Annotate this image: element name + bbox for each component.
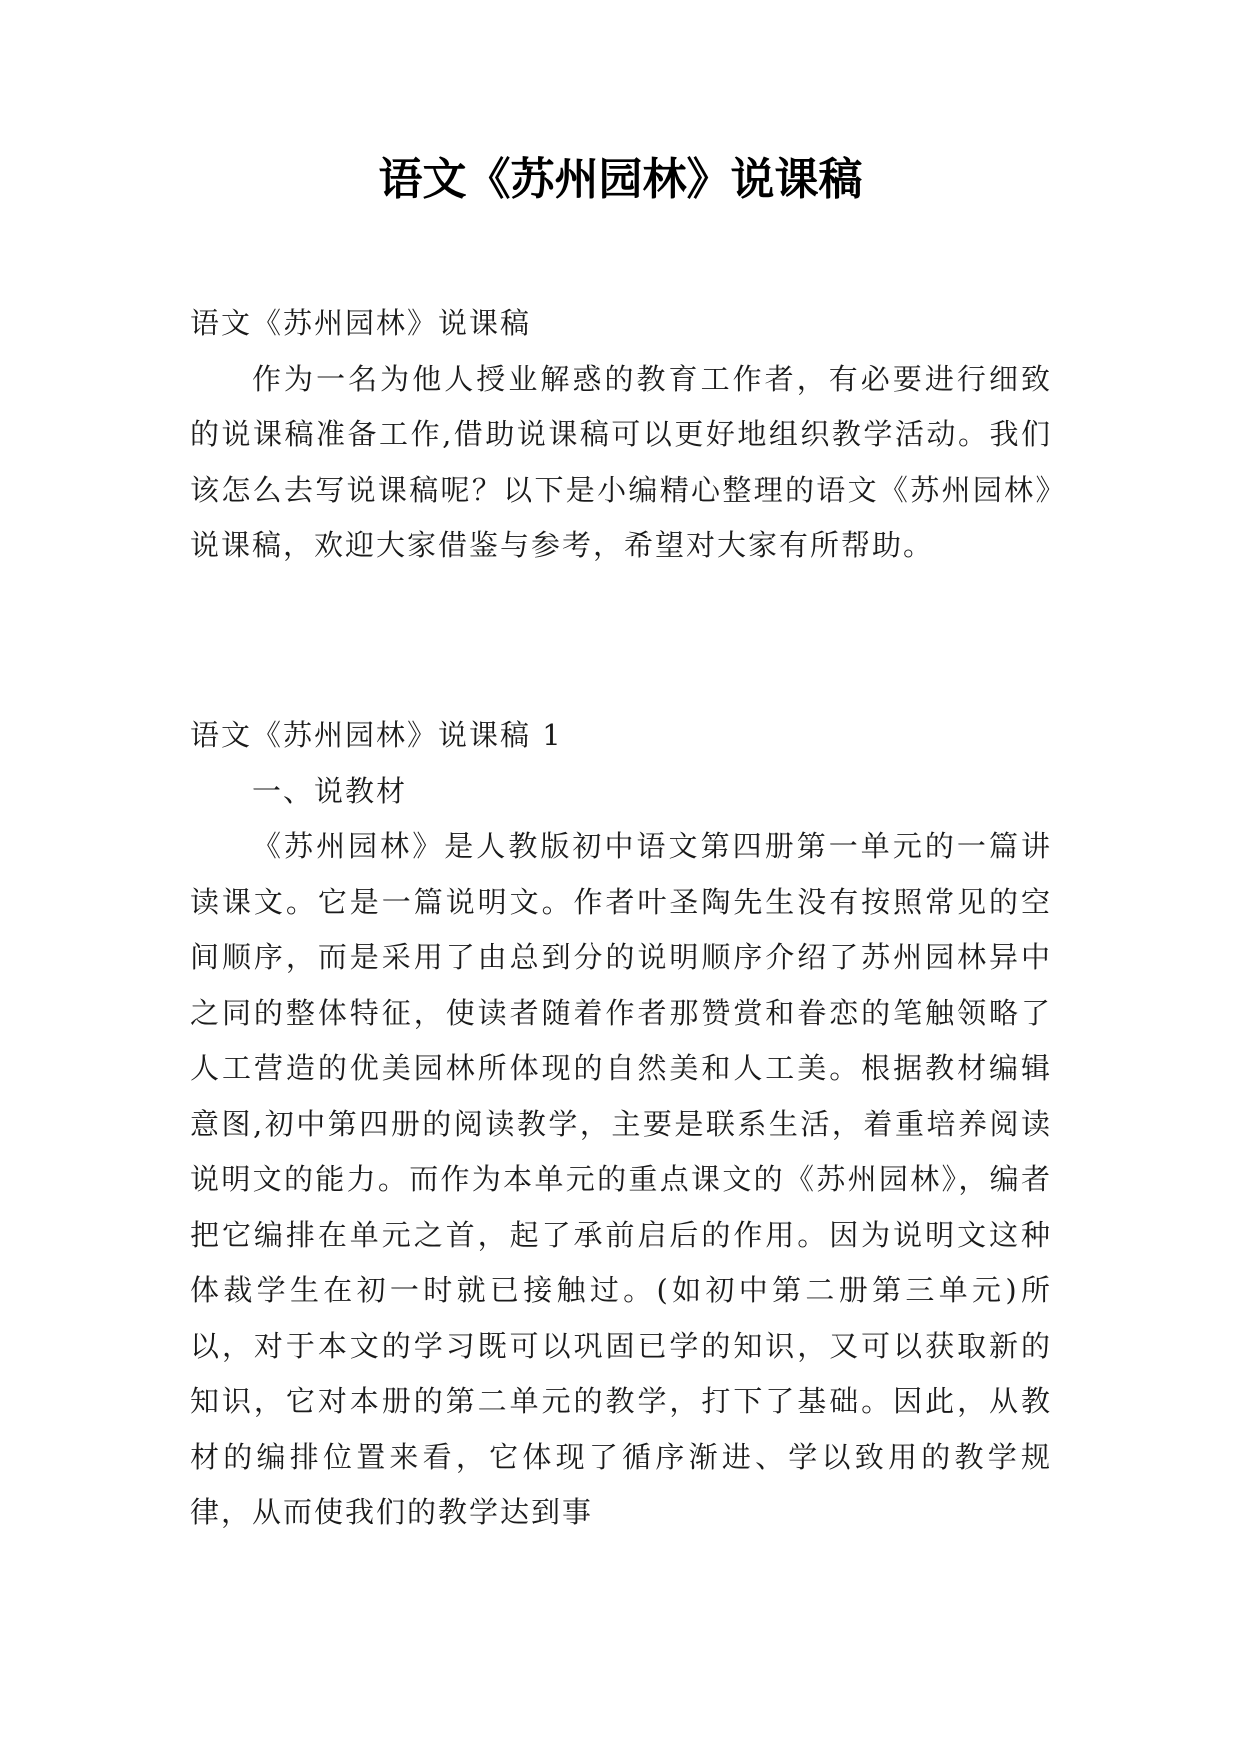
intro-paragraph: 作为一名为他人授业解惑的教育工作者，有必要进行细致的说课稿准备工作,借助说课稿可以更好地组织教学活动。我们该怎么去写说课稿呢？以下是小编精心整理的语文《苏州园林》说课稿，欢迎大家借鉴与参考，希望对大家有所帮助。 [190, 361, 1052, 562]
intro-block [190, 296, 1052, 574]
section-block [190, 708, 1052, 1541]
section-title: 语文《苏州园林》说课稿 1 [190, 718, 563, 752]
document-subtitle: 语文《苏州园林》说课稿 [190, 306, 532, 340]
section-heading: 一、说教材 [252, 773, 408, 808]
document-title: 语文《苏州园林》说课稿 [378, 154, 863, 205]
section-paragraph: 《苏州园林》是人教版初中语文第四册第一单元的一篇讲读课文。它是一篇说明文。作者叶圣陶先生没有按照常见的空间顺序，而是采用了由总到分的说明顺序介绍了苏州园林异中之同的整体特征，使读者随着作者那赞赏和眷恋的笔触领略了人工营造的优美园林所体现的自然美和人工美。根据教材编辑意图,初中第四册的阅读教学，主要是联系生活，着重培养阅读说明文的能力。而作为本单元的重点课文的《苏州园林》，编者把它编排在单元之首，起了承前启后的作用。因为说明文这种体裁学生在初一时就已接触过。(如初中第二册第三单元)所以，对于本文的学习既可以巩固已学的知识，又可以获取新的知识，它对本册的第二单元的教学，打下了基础。因此，从教材的编排位置来看，它体现了循序渐进、学以致用的教学规律，从而使我们的教学达到事 [190, 829, 1052, 1529]
